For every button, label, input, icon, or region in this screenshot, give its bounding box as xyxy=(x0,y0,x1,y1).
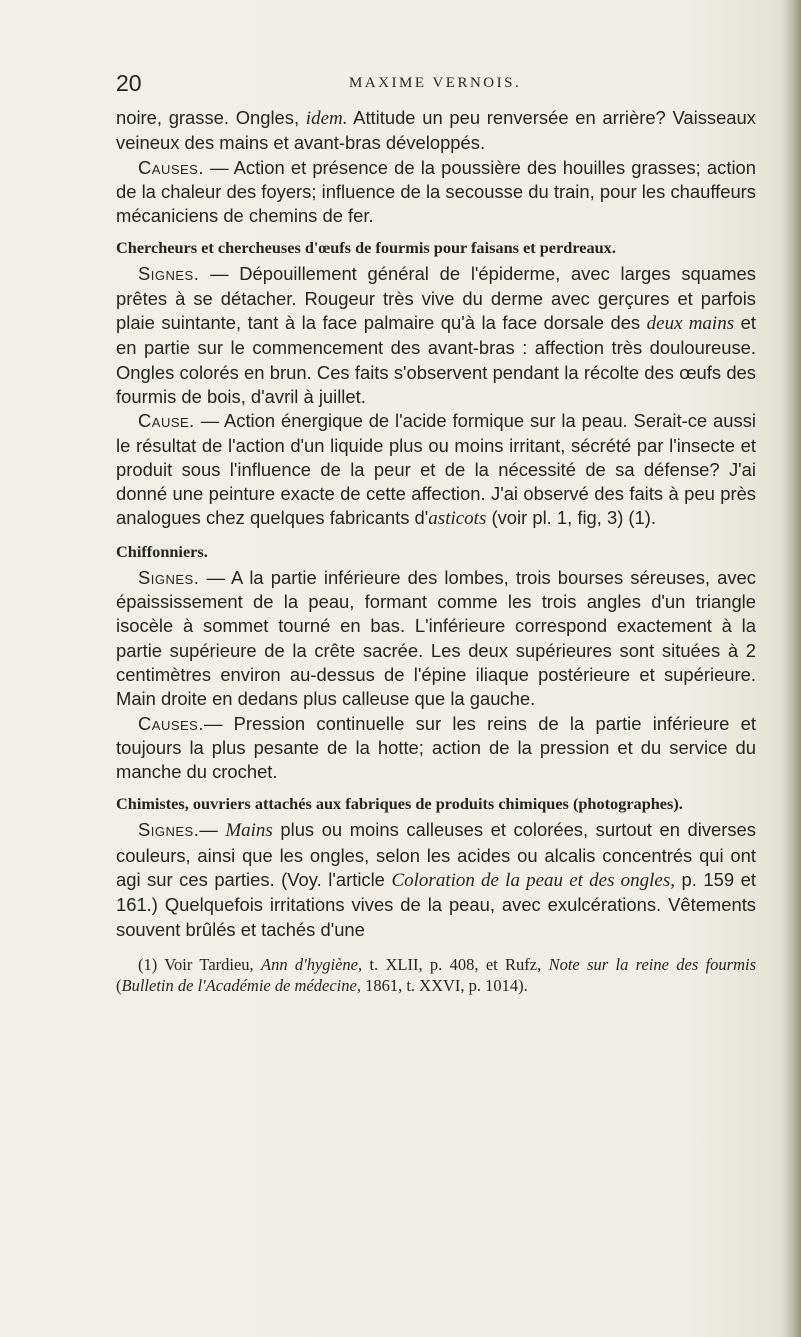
text: t. XLII, p. 408, et Rufz, xyxy=(369,954,542,974)
section-heading: Chimistes, ouvriers attachés aux fabriques de produits chimiques (photographes). xyxy=(116,794,683,814)
section-label: Causes. xyxy=(138,156,204,178)
italic-text: deux mains xyxy=(646,313,735,335)
text: — Pression continuelle sur les reins de la partie inférieure et toujours la plus pesante de la hotte; action de la pression et du service du manche du crochet. xyxy=(116,712,756,783)
page-edge-shadow xyxy=(783,0,801,1337)
italic-text: Mains xyxy=(225,820,273,842)
section-heading: Chercheurs et chercheuses d'œufs de fourmis pour faisans et perdreaux. xyxy=(116,238,616,258)
text: p. 159 et 161.) Quelquefois irritations vives de la peau, avec exulcérations. Vêtements souvent brûlés et tachés d'une xyxy=(116,869,756,940)
italic-text: Bulletin de l'Académie de médecine, xyxy=(121,976,361,996)
section-label: Cause. xyxy=(138,410,195,432)
text: noire, grasse. Ongles, xyxy=(116,107,300,128)
paragraph-causes xyxy=(116,156,756,229)
paragraph-signes xyxy=(116,566,756,712)
text: — Dépouillement général de l'épiderme, avec larges squames prêtes à se détacher. Rougeur très vive du derme avec gerçures et parfois plaie suintante, tant à la face palmaire qu'à la face dorsale des xyxy=(116,263,756,334)
text: (1) Voir Tardieu, xyxy=(138,954,254,974)
section-label: Signes. xyxy=(138,263,200,285)
section-label: Causes. xyxy=(138,712,204,734)
paragraph-cause xyxy=(116,409,756,531)
page-number: 20 xyxy=(116,70,142,96)
text: — A la partie inférieure des lombes, trois bourses séreuses, avec épaississement de la peau, formant comme les trois angles d'un triangle isocèle à sommet tourné en bas. L'inférieure correspond exactement à la partie supérieure de la crête sacrée. Les deux supérieures sont situées à 2 centimètres environ au-dessus de l'épine iliaque postérieure et supérieure. Main droite en dedans plus calleuse que la gauche. xyxy=(116,566,756,710)
paragraph-signes xyxy=(116,818,756,941)
section-heading: Chiffonniers. xyxy=(116,541,208,561)
text: (voir pl. 1, fig, 3) (1). xyxy=(491,507,657,529)
text: ( xyxy=(116,976,122,996)
italic-text: Coloration de la peau et des ongles, xyxy=(391,870,675,892)
section-label: Signes. xyxy=(138,819,200,841)
footnote xyxy=(116,954,756,997)
page-body xyxy=(116,106,756,997)
page-header xyxy=(116,70,756,100)
text: plus ou moins calleuses et colorées, surtout en diverses couleurs, ainsi que les ongles, selon les acides ou alcalis concentrés qui ont agi sur ces parties. (Voy. l'article xyxy=(116,819,756,891)
section-label: Signes. xyxy=(138,566,200,588)
text: 1861, t. XXVI, p. 1014). xyxy=(365,976,528,996)
italic-text: Note sur la reine des fourmis xyxy=(548,954,757,974)
paragraph-signes xyxy=(116,262,756,409)
paragraph-causes xyxy=(116,712,756,785)
text: Attitude un peu renversée en arrière? Vaisseaux veineux des mains et avant-bras développés. xyxy=(116,107,756,154)
italic-text: asticots xyxy=(428,508,487,530)
running-head: MAXIME VERNOIS. xyxy=(349,75,522,91)
text: — Action et présence de la poussière des houilles grasses; action de la chaleur des foyers; influence de la secousse du train, pour les chauffeurs mécaniciens de chemins de fer. xyxy=(116,156,756,227)
text: — Action énergique de l'acide formique sur la peau. Serait-ce aussi le résultat de l'action d'un liquide plus ou moins irritant, sécrété par l'insecte et produit sous l'influence de la peur et de la nécessité de sa défense? J'ai donné une peinture exacte de cette affection. J'ai observé des faits à peu près analogues chez quelques fabricants d' xyxy=(116,410,756,529)
italic-text: Ann d'hygiène, xyxy=(261,954,363,974)
paragraph-continuation xyxy=(116,106,756,156)
text: — xyxy=(199,819,218,841)
text: et en partie sur le commencement des avant-bras : affection très douloureuse. Ongles colorés en brun. Ces faits s'observent pendant la récolte des œufs des fourmis de bois, d'avril à juillet. xyxy=(116,312,756,407)
italic-text: idem. xyxy=(305,108,348,129)
